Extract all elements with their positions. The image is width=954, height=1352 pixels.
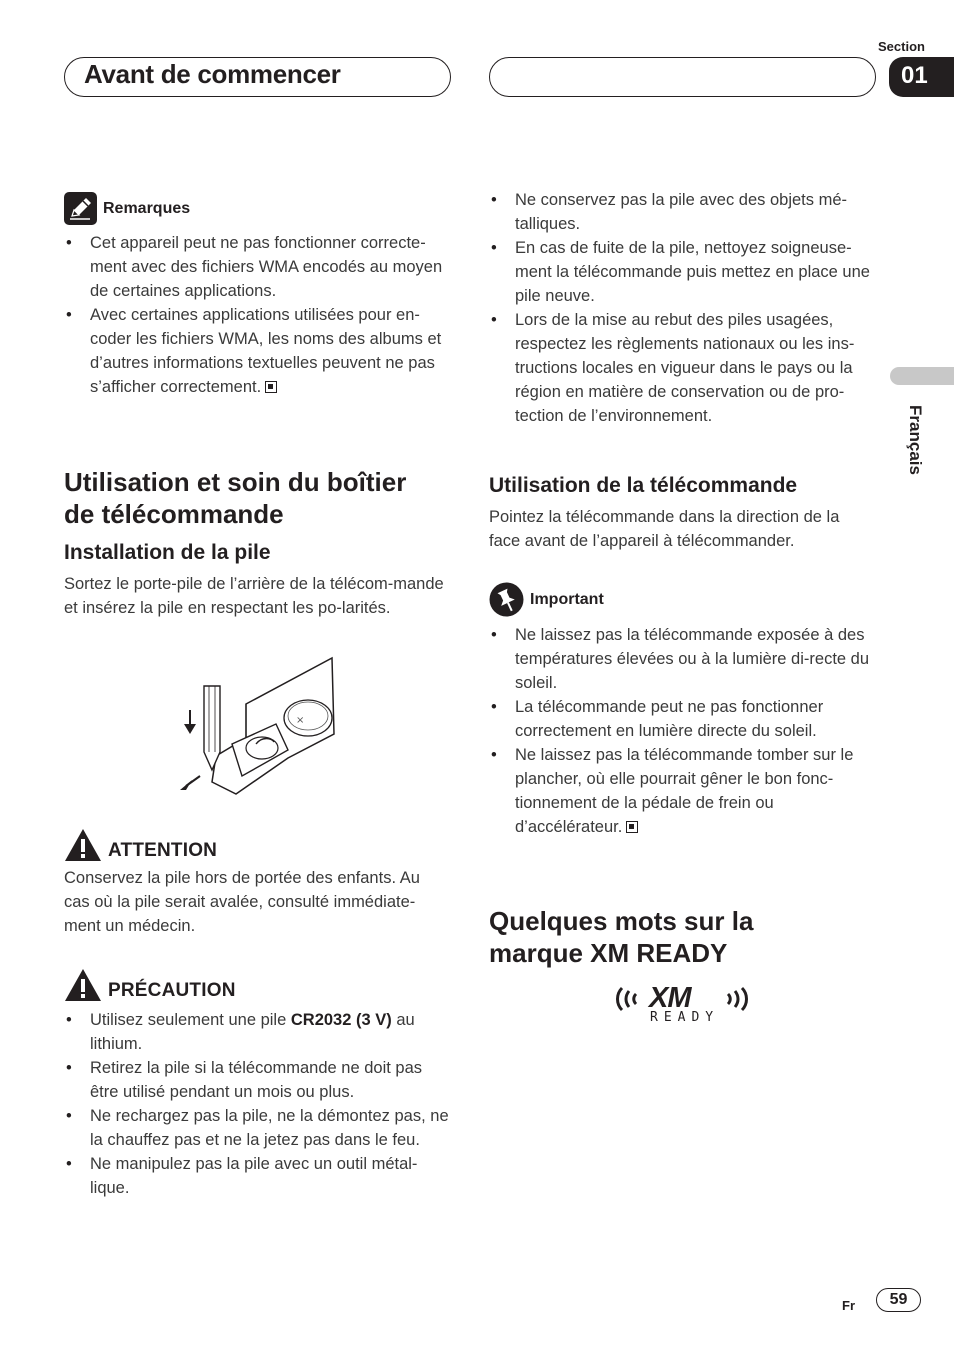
list-item-text: Avec certaines applications utilisées pour en-coder les fichiers WMA, les noms des albums et d’autres informations textuelles peuvent ne pas s’afficher correctement. [90,306,442,396]
xm-logo-subtext: READY [650,1010,720,1025]
page-title: Avant de commencer [84,59,341,89]
important-label: Important [530,590,604,608]
attention-box [64,828,449,938]
battery-insertion-illustration [176,652,340,798]
list-item [64,303,449,399]
list-item: • La télécommande peut ne pas fonctionner correctement en lumière directe du soleil. [489,695,877,743]
notes-box [64,192,449,399]
precaution-box [64,968,449,1200]
list-item-text: au lithium. [90,1011,415,1053]
attention-text: Conservez la pile hors de portée des enfants. Au cas où la pile serait avalée, consulté immédiate-ment un médecin. [64,869,420,935]
remote-text: Pointez la télécommande dans la direction de la face avant de l’appareil à télécommander. [489,508,840,550]
attention-label: ATTENTION [108,840,218,861]
precaution-label: PRÉCAUTION [108,980,236,1001]
list-item [64,1008,449,1056]
list-item: • En cas de fuite de la pile, nettoyez soigneuse-ment la télécommande puis mettez en place une pile neuve. [489,236,877,308]
subheading-battery-install: Installation de la pile [64,541,271,564]
list-item [489,743,877,839]
important-list [489,623,877,839]
pushpin-icon [489,582,524,617]
subheading-remote-use: Utilisation de la télécommande [489,474,798,497]
warning-icon [64,968,102,1002]
list-item: • Ne rechargez pas la pile, ne la démontez pas, ne la chauffez pas et ne la jetez pas dans le feu. [64,1104,449,1152]
list-item-text: Utilisez seulement une pile [90,1011,287,1029]
section-label: Section [878,39,925,54]
page-number: 59 [876,1288,921,1312]
main-heading: Utilisation et soin du boîtier de télécommande [64,467,407,529]
notes-label: Remarques [103,199,191,217]
battery-list-continued [489,188,877,428]
signal-waves-left-icon [612,984,642,1014]
list-item: • Retirez la pile si la télécommande ne doit pas être utilisé pendant un mois ou plus. [64,1056,449,1104]
important-box [489,582,877,839]
pencil-icon [64,192,97,225]
header-empty-frame [489,57,876,97]
precaution-list [64,1008,449,1200]
xm-ready-logo [612,982,754,1026]
warning-icon [64,828,102,862]
xm-logo-text: XM [649,982,691,1014]
list-item: • Ne conservez pas la pile avec des objets mé-talliques. [489,188,877,236]
signal-waves-right-icon [722,984,752,1014]
end-mark-icon [265,381,277,393]
footer-language-code: Fr [842,1298,855,1313]
battery-spec: CR2032 (3 V) [290,1011,392,1029]
section-number-badge: 01 [889,57,954,97]
language-tab-label: Français [906,405,925,475]
list-item: • Cet appareil peut ne pas fonctionner correcte-ment avec des fichiers WMA encodés au moyen de certaines applications. [64,231,449,303]
svg-text:×: × [296,715,305,726]
list-item: • Ne laissez pas la télécommande exposée à des températures élevées ou à la lumière di-recte du soleil. [489,623,877,695]
xm-heading: Quelques mots sur la marque XM READY [489,906,754,968]
notes-list [64,231,449,399]
list-item-text: Ne laissez pas la télécommande tomber sur le plancher, où elle pourrait gêner le bon fonc-tionnement de la pédale de frein ou d’accélérateur. [515,746,854,836]
list-item: • Lors de la mise au rebut des piles usagées, respectez les règlements nationaux ou les ins-tructions locales en vigueur dans le pays ou la région en matière de conservation ou de pro-tection de l’environnement. [489,308,877,428]
end-mark-icon [626,821,638,833]
list-item: • Ne manipulez pas la pile avec un outil métal-lique. [64,1152,449,1200]
install-text: Sortez le porte-pile de l’arrière de la télécom-mande et insérez la pile en respectant les po-larités. [64,575,444,617]
language-tab-marker [890,367,954,385]
